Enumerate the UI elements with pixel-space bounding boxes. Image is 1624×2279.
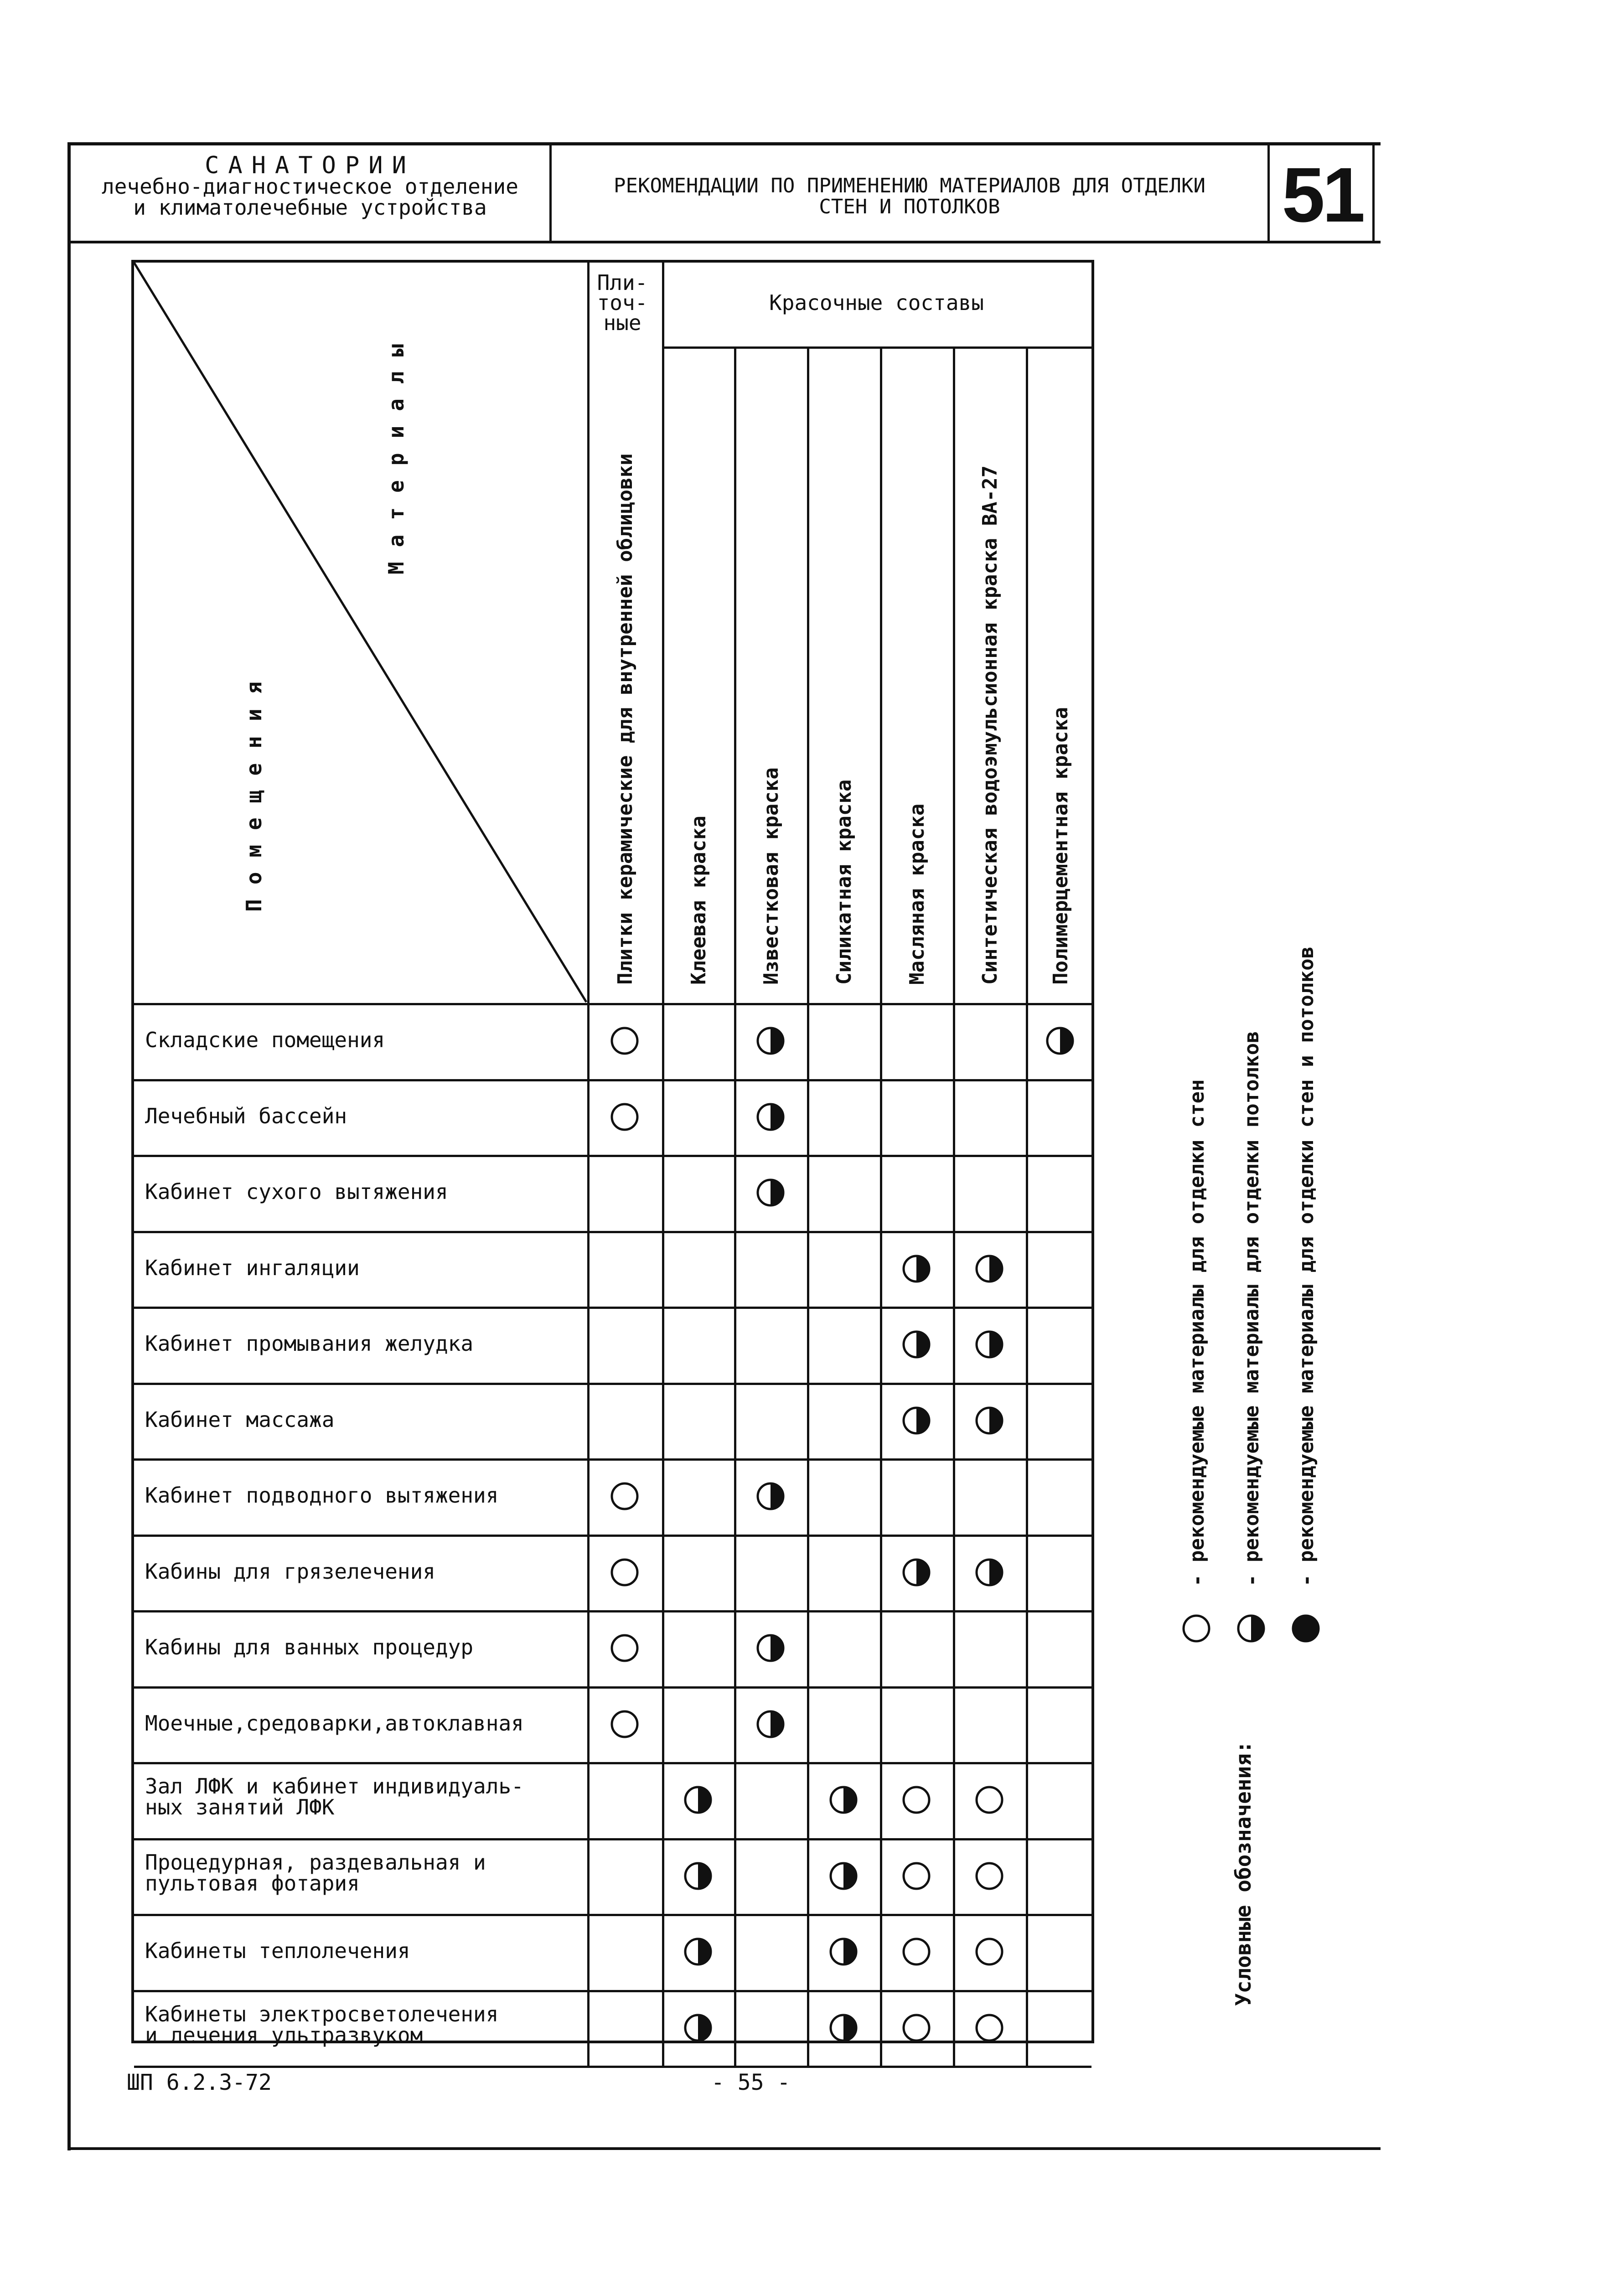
- walls-and-ceilings-symbol-icon: [829, 1785, 858, 1814]
- walls-and-ceilings-symbol-icon: [756, 1178, 785, 1207]
- walls-symbol-icon: [902, 2013, 931, 2042]
- header-subtitle-2: и климатолечебные устройства: [133, 195, 487, 220]
- walls-and-ceilings-symbol-icon: [829, 1937, 858, 1966]
- walls-and-ceilings-symbol-icon: [1045, 1026, 1075, 1055]
- column-header: Известковая краска: [760, 767, 783, 985]
- walls-symbol-icon: [902, 1937, 931, 1966]
- walls-and-ceilings-symbol-icon: [756, 1026, 785, 1055]
- column-header: Полимерцементная краска: [1049, 707, 1072, 985]
- row-divider: [134, 2066, 1091, 2068]
- walls-and-ceilings-symbol-icon: [975, 1406, 1004, 1435]
- walls-symbol-icon: [902, 1861, 931, 1891]
- walls-symbol-icon: [610, 1633, 639, 1663]
- row-label: Кабинет сухого вытяжения: [145, 1179, 448, 1204]
- header-subtitle-1: лечебно-диагностическое отделение: [102, 174, 518, 199]
- row-divider: [134, 1458, 1091, 1461]
- row-label: Зал ЛФК и кабинет индивидуаль- ных занятий ЛФК: [145, 1774, 524, 1819]
- column-divider: [734, 346, 736, 2066]
- group-tiles-header: Пли- точ- ные: [597, 270, 648, 335]
- walls-and-ceilings-symbol-icon: [975, 1558, 1004, 1587]
- group-paints-header: Красочные составы: [769, 290, 984, 315]
- header-divider: [549, 142, 552, 243]
- walls-and-ceilings-symbol-icon: [902, 1406, 931, 1435]
- legend-walls-icon: [1182, 1614, 1211, 1643]
- row-label: Моечные,средоварки,автоклавная: [145, 1711, 524, 1736]
- header-topic-block: [554, 176, 1265, 217]
- column-header: Синтетическая водоэмульсионная краска ВА-27: [978, 465, 1002, 985]
- row-divider: [134, 1610, 1091, 1612]
- row-divider: [134, 1914, 1091, 1916]
- walls-symbol-icon: [610, 1102, 639, 1132]
- walls-and-ceilings-symbol-icon: [756, 1482, 785, 1511]
- row-divider: [134, 1762, 1091, 1764]
- row-divider: [134, 1307, 1091, 1309]
- row-divider: [134, 1155, 1091, 1157]
- column-header: Силикатная краска: [833, 779, 856, 985]
- legend-text: - рекомендуемые материалы для отделки стен и потолков: [1295, 946, 1318, 1587]
- walls-symbol-icon: [610, 1482, 639, 1511]
- header-title-block: [73, 152, 547, 220]
- row-divider: [134, 1231, 1091, 1233]
- legend-text: - рекомендуемые материалы для отделки стен: [1185, 1079, 1209, 1587]
- frame-top-line: [67, 142, 1381, 145]
- row-divider: [134, 1838, 1091, 1840]
- walls-symbol-icon: [975, 1861, 1004, 1891]
- footer-code: ШП 6.2.3-72: [127, 2070, 272, 2095]
- walls-and-ceilings-symbol-icon: [683, 1861, 713, 1891]
- row-label: Лечебный бассейн: [145, 1103, 347, 1128]
- row-label: Кабины для грязелечения: [145, 1559, 435, 1584]
- header-topic-1: РЕКОМЕНДАЦИИ ПО ПРИМЕНЕНИЮ МАТЕРИАЛОВ ДЛЯ ОТДЕЛКИ: [613, 174, 1206, 197]
- sheet-number: 51: [1282, 152, 1363, 238]
- column-header: Масляная краска: [905, 803, 929, 985]
- column-header: Плитки керамические для внутренней облицовки: [614, 453, 637, 985]
- walls-symbol-icon: [610, 1026, 639, 1055]
- header-topic-2: СТЕН И ПОТОЛКОВ: [819, 195, 1000, 218]
- walls-symbol-icon: [902, 1785, 931, 1814]
- row-label: Кабинет подводного вытяжения: [145, 1483, 499, 1508]
- row-label: Процедурная, раздевальная и пультовая фотария: [145, 1850, 486, 1896]
- walls-and-ceilings-symbol-icon: [975, 1330, 1004, 1359]
- legend-half-icon: [1236, 1614, 1266, 1643]
- row-label: Кабинет промывания желудка: [145, 1331, 474, 1356]
- walls-and-ceilings-symbol-icon: [683, 1937, 713, 1966]
- row-label: Кабины для ванных процедур: [145, 1635, 474, 1659]
- row-divider: [134, 1535, 1091, 1537]
- column-divider: [880, 346, 882, 2066]
- page-number: - 55 -: [711, 2070, 791, 2095]
- walls-and-ceilings-symbol-icon: [756, 1102, 785, 1132]
- row-label: Кабинеты теплолечения: [145, 1938, 410, 1963]
- walls-and-ceilings-symbol-icon: [683, 2013, 713, 2042]
- frame-left-line: [67, 142, 71, 2150]
- column-divider: [953, 346, 955, 2066]
- header-divider: [1267, 142, 1270, 243]
- corner-diagonal: [134, 263, 590, 1006]
- walls-and-ceilings-symbol-icon: [902, 1254, 931, 1283]
- legend-title: Условные обозначения:: [1231, 1741, 1256, 2006]
- column-header: Клеевая краска: [687, 816, 710, 985]
- row-label: Кабинет массажа: [145, 1407, 335, 1432]
- header-title: САНАТОРИИ: [205, 152, 415, 179]
- walls-and-ceilings-symbol-icon: [683, 1785, 713, 1814]
- header-right-edge: [1372, 142, 1375, 243]
- legend-text: - рекомендуемые материалы для отделки потолков: [1240, 1031, 1263, 1587]
- frame-bottom-line: [67, 2147, 1381, 2150]
- walls-and-ceilings-symbol-icon: [756, 1633, 785, 1663]
- row-divider: [134, 1990, 1091, 1992]
- header-bottom-line: [67, 241, 1381, 243]
- corner-materials-label: Материалы: [384, 329, 409, 574]
- row-label: Кабинет ингаляции: [145, 1255, 360, 1280]
- column-divider: [1026, 346, 1028, 2066]
- walls-and-ceilings-symbol-icon: [975, 1254, 1004, 1283]
- walls-and-ceilings-symbol-icon: [756, 1710, 785, 1739]
- row-divider: [134, 1383, 1091, 1385]
- column-divider: [807, 346, 809, 2066]
- row-label: Складские помещения: [145, 1028, 385, 1052]
- walls-and-ceilings-symbol-icon: [829, 2013, 858, 2042]
- walls-symbol-icon: [610, 1558, 639, 1587]
- walls-symbol-icon: [975, 2013, 1004, 2042]
- row-divider: [134, 1686, 1091, 1689]
- walls-symbol-icon: [975, 1937, 1004, 1966]
- group-header-divider: [662, 346, 1094, 349]
- walls-and-ceilings-symbol-icon: [902, 1558, 931, 1587]
- walls-symbol-icon: [975, 1785, 1004, 1814]
- walls-and-ceilings-symbol-icon: [902, 1330, 931, 1359]
- row-divider: [134, 1079, 1091, 1081]
- walls-and-ceilings-symbol-icon: [829, 1861, 858, 1891]
- row-label: Кабинеты электросветолечения и лечения ультразвуком: [145, 2001, 499, 2047]
- walls-symbol-icon: [610, 1710, 639, 1739]
- corner-rooms-label: Помещения: [242, 667, 266, 912]
- column-divider: [662, 260, 664, 2066]
- legend-full-icon: [1291, 1614, 1320, 1643]
